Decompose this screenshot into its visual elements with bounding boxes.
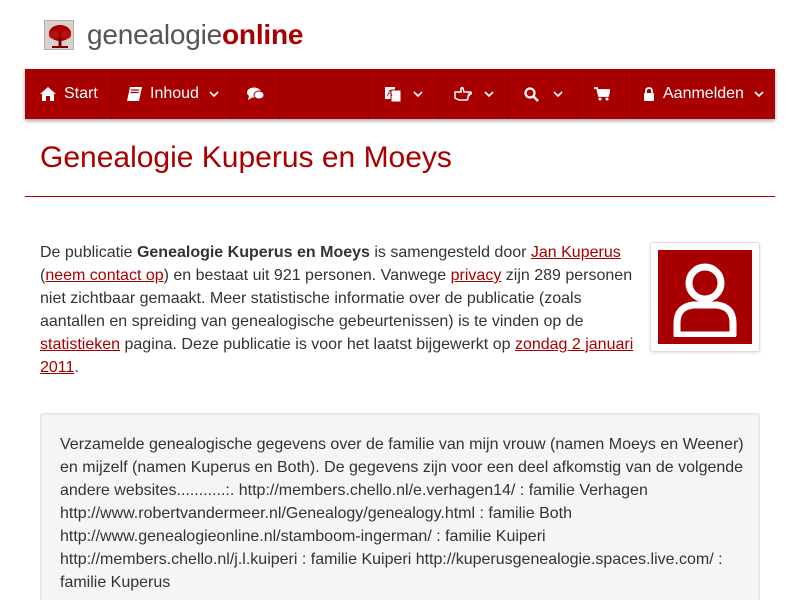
nav-login-label: Aanmelden [663,85,744,102]
logo-text-part1: genealogie [87,19,223,50]
chevron-down-icon [209,91,219,97]
page-title: Genealogie Kuperus en Moeys [40,141,452,174]
nav-forum[interactable] [231,69,280,119]
intro-text: De publicatie [40,244,137,261]
chevron-down-icon [413,91,423,97]
nav-inhoud[interactable] [112,69,231,119]
comments-icon [247,87,264,101]
nav-actions[interactable] [439,69,508,119]
nav-search[interactable] [508,69,578,119]
nav-start[interactable] [25,69,112,119]
description-text: Verzamelde genealogische gegevens over de familie van mijn vrouw (namen Moeys en Weener) en mijzelf (namen Kuperus en Both). De gegevens zijn voor een deel afkomstig van de volgende andere websites...........:. http://members.chello.nl/e.verhagen14/ : familie Verhagen http://www.robertvandermeer.nl/Genealogy/genealogy.html : familie Both http://www.genealogieonline.nl/stamboom-ingerman/ : familie Kuiperi http://members.chello.nl/j.l.kuiperi : familie Kuiperi http://kuperusgenealogie.spaces.live.com/ : familie Kuperus [60,436,744,591]
statistics-link[interactable]: statistieken [40,336,121,353]
svg-text:A: A [387,89,393,98]
contact-link[interactable]: neem contact op [45,267,164,284]
tree-logo-icon [44,20,74,50]
nav-login[interactable] [627,69,775,119]
privacy-link[interactable]: privacy [450,267,502,284]
search-icon [524,87,539,102]
site-logo[interactable] [44,18,303,52]
main-navbar [25,69,775,119]
nav-cart[interactable] [578,69,627,119]
nav-start-label: Start [64,85,98,102]
intro-text: . [74,359,79,376]
intro-text: pagina. Deze publicatie is voor het laatst bijgewerkt op [120,336,515,353]
lock-icon [643,87,655,101]
title-divider [25,196,775,197]
nav-language[interactable] [369,69,439,119]
chevron-down-icon [484,91,494,97]
publication-intro [40,241,640,379]
home-icon [40,87,56,101]
logo-text-part2: online [222,19,304,50]
publication-description [40,413,760,600]
chevron-down-icon [553,91,563,97]
chevron-down-icon [754,91,764,97]
nav-inhoud-label: Inhoud [150,85,199,102]
logo-wordmark [87,20,303,50]
cart-icon [594,87,610,101]
intro-text: zijn 289 personen niet zichtbaar gemaakt. Meer statistische informatie over de publicatie (zoals aantallen en spreiding van genealogische gebeurtenissen) is te vinden op de [40,267,633,330]
last-updated-link[interactable]: zondag 2 januari 2011 [40,336,634,376]
author-link[interactable]: Jan Kuperus [530,244,621,261]
nav-spacer [280,69,369,119]
author-avatar[interactable] [650,242,760,352]
language-icon [385,86,401,102]
hand-pointer-icon [454,87,472,101]
intro-text: ( [40,267,46,284]
intro-text: is samengesteld door [369,244,531,261]
publication-name: Genealogie Kuperus en Moeys [136,244,370,261]
intro-text: ) en bestaat uit 921 personen. Vanwege [163,267,451,284]
book-icon [127,87,142,101]
user-avatar-icon [658,250,752,344]
